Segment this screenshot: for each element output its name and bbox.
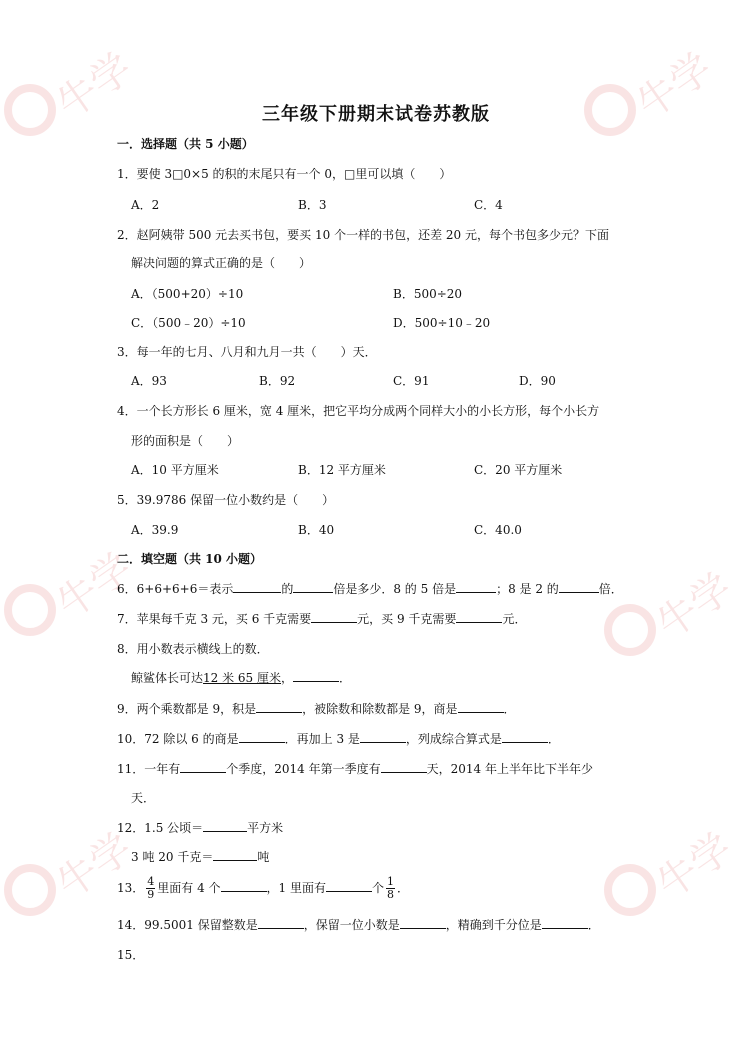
answer-blank[interactable] bbox=[293, 580, 333, 593]
answer-blank[interactable] bbox=[233, 580, 281, 593]
answer-blank[interactable] bbox=[360, 730, 406, 743]
answer-blank[interactable] bbox=[258, 916, 304, 929]
text: 10．72 除以 6 的商是 bbox=[117, 732, 239, 746]
answer-blank[interactable] bbox=[203, 819, 247, 832]
option: B．92 bbox=[259, 374, 296, 388]
text: 14．99.5001 保留整数是 bbox=[117, 918, 258, 932]
option: A．93 bbox=[131, 374, 167, 388]
text: 天，2014 年上半年比下半年少 bbox=[426, 762, 593, 776]
option: A．10 平方厘米 bbox=[131, 463, 219, 477]
text: ， bbox=[281, 671, 294, 685]
text: ． bbox=[339, 671, 352, 685]
text: 倍是多少．8 的 5 倍是 bbox=[333, 582, 457, 596]
svg-text:牛学: 牛学 bbox=[628, 44, 710, 129]
option: C．40.0 bbox=[474, 523, 522, 537]
svg-text:牛学: 牛学 bbox=[48, 544, 130, 629]
question-4-cont: 形的面积是（ ） bbox=[131, 434, 240, 448]
answer-blank[interactable] bbox=[213, 848, 257, 861]
question-8: 8．用小数表示横线上的数． bbox=[117, 642, 269, 656]
option: C．（500﹣20）÷10 bbox=[131, 316, 246, 330]
answer-blank[interactable] bbox=[381, 760, 427, 773]
option: B．500÷20 bbox=[393, 287, 463, 301]
option: C．4 bbox=[474, 198, 503, 212]
text: ，被除数和除数都是 9，商是 bbox=[302, 702, 458, 716]
text: 里面有 4 个 bbox=[157, 881, 221, 895]
text: 13． bbox=[117, 881, 145, 895]
section-heading: 二．填空题（共 10 小题） bbox=[117, 552, 263, 566]
text: 9．两个乘数都是 9，积是 bbox=[117, 702, 257, 716]
question-1: 1．要使 3□0×5 的积的末尾只有一个 0，□里可以填（ ） bbox=[117, 167, 452, 181]
answer-blank[interactable] bbox=[542, 916, 588, 929]
text: 个 bbox=[372, 881, 385, 895]
question-7 bbox=[117, 610, 526, 628]
question-11 bbox=[117, 760, 593, 778]
text: ；8 是 2 的 bbox=[496, 582, 559, 596]
question-9 bbox=[117, 700, 516, 718]
text: 个季度，2014 年第一季度有 bbox=[226, 762, 381, 776]
text: 7．苹果每千克 3 元，买 6 千克需要 bbox=[117, 612, 312, 626]
text: 倍． bbox=[598, 582, 623, 596]
text: ．再加上 3 是 bbox=[284, 732, 360, 746]
option: A．2 bbox=[131, 198, 160, 212]
question-3: 3．每一年的七月、八月和九月一共（ ）天． bbox=[117, 345, 377, 359]
watermark-logo bbox=[600, 820, 730, 950]
fraction-numerator: 4 bbox=[147, 875, 155, 888]
question-10 bbox=[117, 730, 560, 748]
svg-text:牛学: 牛学 bbox=[48, 44, 130, 129]
text: 11．一年有 bbox=[117, 762, 181, 776]
text: 元． bbox=[502, 612, 527, 626]
answer-blank[interactable] bbox=[400, 916, 446, 929]
text: ． bbox=[587, 918, 600, 932]
fraction bbox=[386, 876, 395, 901]
option: D．500÷10﹣20 bbox=[393, 316, 491, 330]
question-11-cont: 天． bbox=[131, 791, 156, 805]
text: 6．6+6+6+6＝表示 bbox=[117, 582, 234, 596]
option: C．20 平方厘米 bbox=[474, 463, 563, 477]
fraction bbox=[146, 876, 155, 901]
text: ． bbox=[397, 881, 410, 895]
question-2: 2．赵阿姨带 500 元去买书包，要买 10 个一样的书包，还差 20 元，每个书包多少元？下面 bbox=[117, 228, 609, 242]
text: ，列成综合算式是 bbox=[405, 732, 502, 746]
option: C．91 bbox=[393, 374, 430, 388]
question-4: 4．一个长方形长 6 厘米，宽 4 厘米，把它平均分成两个同样大小的小长方形，每个小长方 bbox=[117, 404, 600, 418]
question-12 bbox=[117, 819, 283, 837]
option: B．40 bbox=[298, 523, 335, 537]
underlined-value: 12 米 65 厘米 bbox=[203, 671, 281, 685]
page-title: 三年级下册期末试卷苏教版 bbox=[262, 104, 490, 125]
fraction-numerator: 1 bbox=[387, 875, 395, 888]
option: D．90 bbox=[519, 374, 556, 388]
fraction-denominator: 8 bbox=[387, 888, 395, 901]
question-8-cont bbox=[131, 669, 351, 687]
question-6 bbox=[117, 580, 623, 598]
svg-text:牛学: 牛学 bbox=[648, 564, 730, 649]
text: ，精确到千分位是 bbox=[445, 918, 542, 932]
answer-blank[interactable] bbox=[502, 730, 548, 743]
text: 3 吨 20 千克＝ bbox=[131, 850, 214, 864]
answer-blank[interactable] bbox=[559, 580, 599, 593]
answer-blank[interactable] bbox=[456, 610, 502, 623]
question-2-cont: 解决问题的算式正确的是（ ） bbox=[131, 256, 312, 270]
text: ． bbox=[503, 702, 516, 716]
question-13 bbox=[117, 874, 409, 902]
watermark-logo bbox=[0, 540, 130, 670]
answer-blank[interactable] bbox=[458, 700, 504, 713]
answer-blank[interactable] bbox=[221, 879, 267, 892]
text: 12．1.5 公顷＝ bbox=[117, 821, 204, 835]
option: A．39.9 bbox=[131, 523, 179, 537]
answer-blank[interactable] bbox=[456, 580, 496, 593]
text: 的 bbox=[281, 582, 294, 596]
text: 元，买 9 千克需要 bbox=[357, 612, 457, 626]
option: B．12 平方厘米 bbox=[298, 463, 386, 477]
fraction-denominator: 9 bbox=[147, 888, 155, 901]
text: ，保留一位小数是 bbox=[303, 918, 400, 932]
question-5: 5．39.9786 保留一位小数约是（ ） bbox=[117, 493, 335, 507]
watermark-logo bbox=[0, 820, 130, 950]
text: 吨 bbox=[257, 850, 270, 864]
svg-text:牛学: 牛学 bbox=[648, 824, 730, 909]
text: ，1 里面有 bbox=[266, 881, 326, 895]
question-12-cont bbox=[131, 848, 269, 866]
answer-blank[interactable] bbox=[256, 700, 302, 713]
option: B．3 bbox=[298, 198, 327, 212]
question-15: 15． bbox=[117, 948, 145, 962]
answer-blank[interactable] bbox=[326, 879, 372, 892]
answer-blank[interactable] bbox=[311, 610, 357, 623]
answer-blank[interactable] bbox=[239, 730, 285, 743]
question-14 bbox=[117, 916, 600, 934]
option: A．（500+20）÷10 bbox=[131, 287, 244, 301]
text: 鲸鲨体长可达 bbox=[131, 671, 204, 685]
section-heading: 一．选择题（共 5 小题） bbox=[117, 137, 254, 151]
answer-blank[interactable] bbox=[293, 669, 339, 682]
text: ． bbox=[547, 732, 560, 746]
svg-text:牛学: 牛学 bbox=[48, 824, 130, 909]
text: 平方米 bbox=[247, 821, 284, 835]
answer-blank[interactable] bbox=[180, 760, 226, 773]
